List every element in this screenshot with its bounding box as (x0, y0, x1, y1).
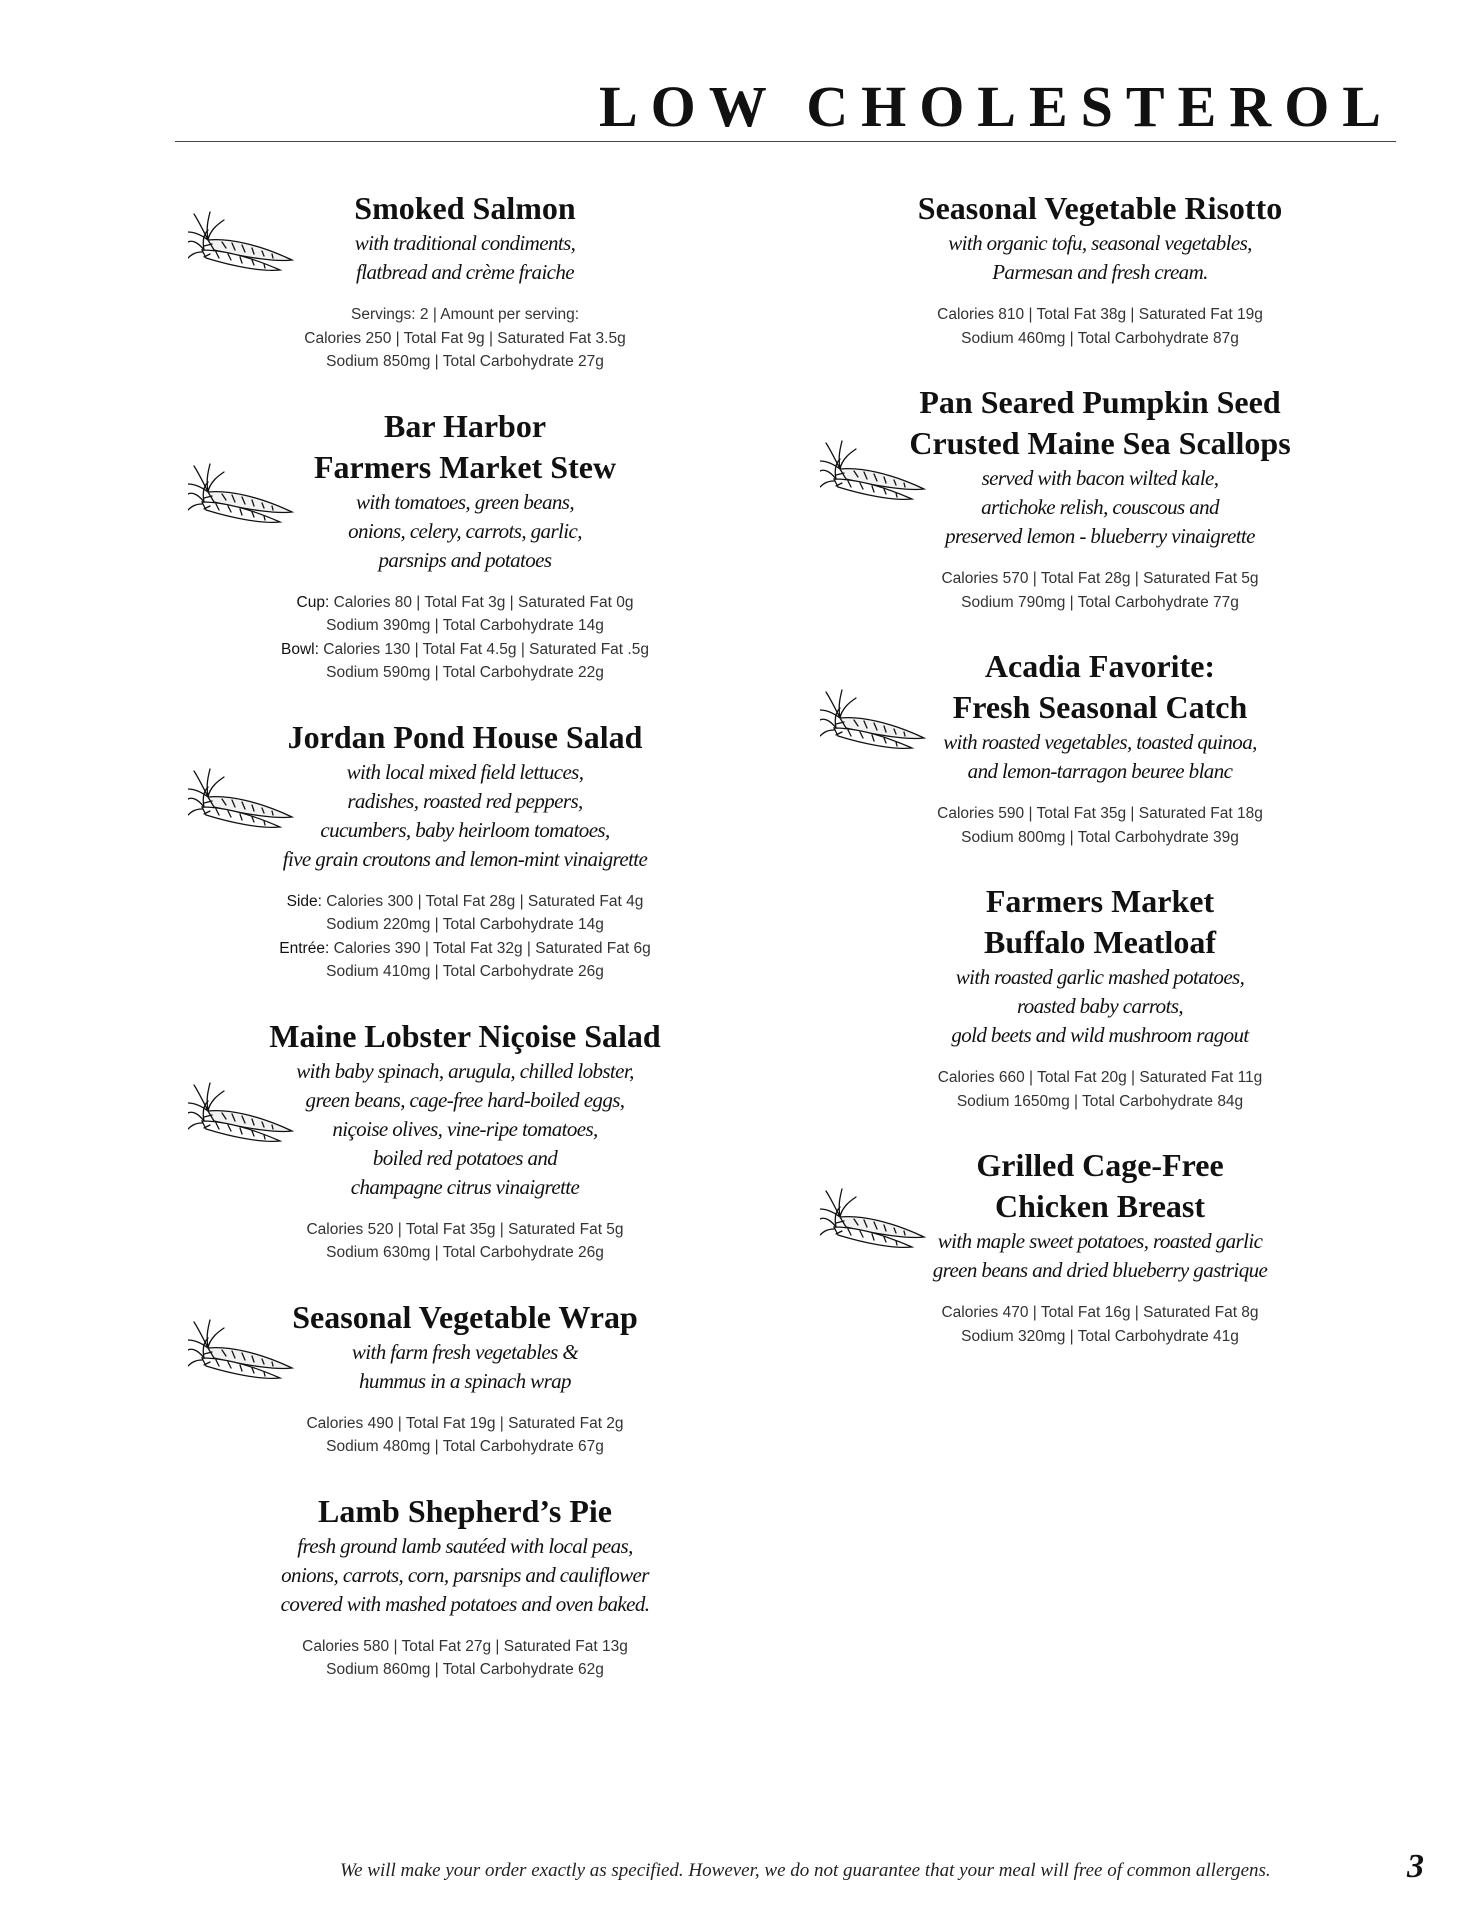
nutrition-line (840, 567, 1360, 591)
left-menu-column (205, 188, 725, 1714)
nutrition-info (840, 802, 1360, 849)
menu-item-description: fresh ground lamb sautéed with local peas, onions, carrots, corn, parsnips and cauliflower covered with mashed potatoes and oven baked. (280, 1533, 650, 1616)
menu-item-name: Seasonal Vegetable Risotto (917, 190, 1283, 226)
nutrition-info (840, 1301, 1360, 1348)
menu-item-name: Pan Seared Pumpkin Seed Crusted Maine Sea Scallops (909, 384, 1291, 461)
nutrition-line (205, 1435, 725, 1459)
portion-label: Cup: (296, 593, 330, 611)
carrot-icon (188, 1318, 300, 1382)
nutrition-text: Calories 810 | Total Fat 38g | Saturated Fat 19g (937, 306, 1263, 323)
nutrition-text: Sodium 1650mg | Total Carbohydrate 84g (956, 1092, 1244, 1110)
nutrition-text: Sodium 410mg | Total Carbohydrate 26g (326, 963, 604, 980)
nutrition-info (840, 567, 1360, 614)
portion-label: Entrée: (279, 939, 330, 957)
nutrition-line (840, 1066, 1360, 1090)
carrot-icon (820, 688, 932, 752)
nutrition-info (840, 303, 1360, 350)
menu-item-name: Farmers Market Buffalo Meatloaf (984, 883, 1216, 960)
nutrition-text: Sodium 850mg | Total Carbohydrate 27g (326, 353, 604, 370)
menu-item-description: with farm fresh vegetables & hummus in a spinach wrap (351, 1339, 579, 1393)
nutrition-text: Calories 570 | Total Fat 28g | Saturated Fat 5g (941, 570, 1259, 587)
nutrition-text: Servings: 2 | Amount per serving: (350, 306, 580, 323)
nutrition-info (840, 1066, 1360, 1113)
menu-item (205, 1016, 725, 1265)
portion-label: Bowl: (281, 640, 319, 658)
page-number: 3 (1407, 1848, 1424, 1885)
menu-item-name: Lamb Shepherd’s Pie (318, 1492, 612, 1529)
nutrition-line (205, 327, 725, 351)
nutrition-text: Calories 580 | Total Fat 27g | Saturated Fat 13g (302, 1637, 628, 1655)
nutrition-text: Sodium 790mg | Total Carbohydrate 77g (961, 593, 1239, 611)
menu-item-name: Bar Harbor Farmers Market Stew (313, 407, 617, 485)
nutrition-line (840, 802, 1360, 826)
nutrition-info (205, 1412, 725, 1459)
menu-item-description: with traditional condiments, flatbread and crème fraiche (354, 231, 576, 284)
carrot-icon (820, 439, 932, 503)
nutrition-line (205, 614, 725, 638)
nutrition-text: Sodium 800mg | Total Carbohydrate 39g (961, 828, 1239, 846)
nutrition-text: Sodium 630mg | Total Carbohydrate 26g (326, 1244, 604, 1261)
nutrition-text: Sodium 220mg | Total Carbohydrate 14g (326, 916, 604, 933)
nutrition-text: Sodium 590mg | Total Carbohydrate 22g (326, 664, 604, 681)
nutrition-line (205, 661, 725, 685)
nutrition-text: Sodium 320mg | Total Carbohydrate 41g (961, 1327, 1239, 1345)
menu-item (840, 1145, 1360, 1348)
nutrition-text: Calories 250 | Total Fat 9g | Saturated Fat 3.5g (304, 329, 626, 347)
menu-item (840, 188, 1360, 350)
nutrition-info (205, 1635, 725, 1682)
menu-item (205, 188, 725, 374)
menu-item-name: Maine Lobster Niçoise Salad (269, 1017, 661, 1054)
menu-item-name: Grilled Cage-Free Chicken Breast (976, 1147, 1224, 1224)
menu-item-name: Acadia Favorite: Fresh Seasonal Catch (952, 648, 1248, 725)
nutrition-line (205, 890, 725, 914)
menu-item (205, 406, 725, 685)
menu-item-name: Jordan Pond House Salad (287, 718, 643, 755)
nutrition-text: Calories 470 | Total Fat 16g | Saturated Fat 8g (941, 1304, 1259, 1321)
right-menu-column (840, 188, 1360, 1380)
nutrition-text: Calories 80 | Total Fat 3g | Saturated Fat 0g (333, 593, 634, 611)
nutrition-line (205, 937, 725, 961)
nutrition-line (840, 1325, 1360, 1349)
nutrition-line (205, 1658, 725, 1682)
nutrition-text: Calories 490 | Total Fat 19g | Saturated Fat 2g (306, 1414, 624, 1432)
nutrition-line (840, 1090, 1360, 1114)
nutrition-text: Calories 130 | Total Fat 4.5g | Saturated Fat .5g (323, 640, 649, 658)
nutrition-line (205, 960, 725, 984)
nutrition-line (205, 303, 725, 327)
menu-item (840, 646, 1360, 849)
nutrition-info (205, 890, 725, 984)
nutrition-info (205, 303, 725, 374)
nutrition-line (205, 1218, 725, 1242)
nutrition-line (840, 327, 1360, 351)
nutrition-info (205, 1218, 725, 1265)
nutrition-text: Sodium 390mg | Total Carbohydrate 14g (326, 617, 604, 634)
menu-item-description: with roasted garlic mashed potatoes, roasted baby carrots, gold beets and wild mushroom ragout (951, 965, 1249, 1047)
page-title: LOW CHOLESTEROL (598, 74, 1394, 139)
allergen-disclaimer: We will make your order exactly as specified. However, we do not guarantee that your meal will free of common allergens. (340, 1860, 1271, 1881)
nutrition-line (205, 350, 725, 374)
menu-item-name: Seasonal Vegetable Wrap (292, 1298, 638, 1335)
carrot-icon (188, 462, 300, 526)
nutrition-info (205, 591, 725, 685)
menu-item-description: with local mixed field lettuces, radishes, roasted red peppers, cucumbers, baby heirloom tomatoes, five grain croutons and lemon-mint vinaigrette (282, 759, 648, 871)
nutrition-text: Sodium 480mg | Total Carbohydrate 67g (326, 1438, 604, 1455)
menu-item-description: with baby spinach, arugula, chilled lobster, green beans, cage-free hard-boiled eggs, niçoise olives, vine-ripe tomatoes, boiled red potatoes and champagne citrus vinaigrette (296, 1058, 634, 1199)
nutrition-line (205, 1635, 725, 1659)
menu-item (205, 1297, 725, 1459)
menu-item-description: served with bacon wilted kale, artichoke relish, couscous and preserved lemon - blueberry vinaigrette (945, 466, 1255, 548)
nutrition-text: Sodium 460mg | Total Carbohydrate 87g (961, 329, 1239, 347)
title-divider (175, 141, 1396, 142)
nutrition-text: Sodium 860mg | Total Carbohydrate 62g (326, 1661, 604, 1678)
menu-item (840, 881, 1360, 1113)
menu-item-description: with roasted vegetables, toasted quinoa, and lemon-tarragon beuree blanc (943, 730, 1257, 783)
menu-item-description: with organic tofu, seasonal vegetables, Parmesan and fresh cream. (948, 231, 1252, 284)
nutrition-line (205, 1241, 725, 1265)
carrot-icon (188, 1081, 300, 1145)
nutrition-line (840, 591, 1360, 615)
carrot-icon (188, 767, 300, 831)
nutrition-text: Calories 520 | Total Fat 35g | Saturated Fat 5g (306, 1220, 624, 1238)
carrot-icon (820, 1187, 932, 1251)
menu-item (840, 382, 1360, 614)
menu-item-description: with tomatoes, green beans, onions, celery, carrots, garlic, parsnips and potatoes (348, 489, 582, 572)
nutrition-line (840, 303, 1360, 327)
nutrition-line (205, 1412, 725, 1436)
carrot-icon (188, 210, 300, 274)
menu-item (205, 717, 725, 984)
nutrition-line (840, 1301, 1360, 1325)
nutrition-text: Calories 660 | Total Fat 20g | Saturated Fat 11g (937, 1069, 1263, 1086)
nutrition-line (205, 913, 725, 937)
nutrition-text: Calories 590 | Total Fat 35g | Saturated Fat 18g (937, 805, 1263, 822)
nutrition-line (840, 826, 1360, 850)
menu-item-description: with maple sweet potatoes, roasted garlic green beans and dried blueberry gastrique (932, 1229, 1268, 1282)
nutrition-line (205, 591, 725, 615)
nutrition-line (205, 638, 725, 662)
menu-item-name: Smoked Salmon (354, 190, 576, 226)
portion-label: Side: (286, 892, 322, 910)
menu-item (205, 1491, 725, 1682)
nutrition-text: Calories 390 | Total Fat 32g | Saturated Fat 6g (333, 939, 651, 957)
nutrition-text: Calories 300 | Total Fat 28g | Saturated Fat 4g (326, 892, 644, 910)
